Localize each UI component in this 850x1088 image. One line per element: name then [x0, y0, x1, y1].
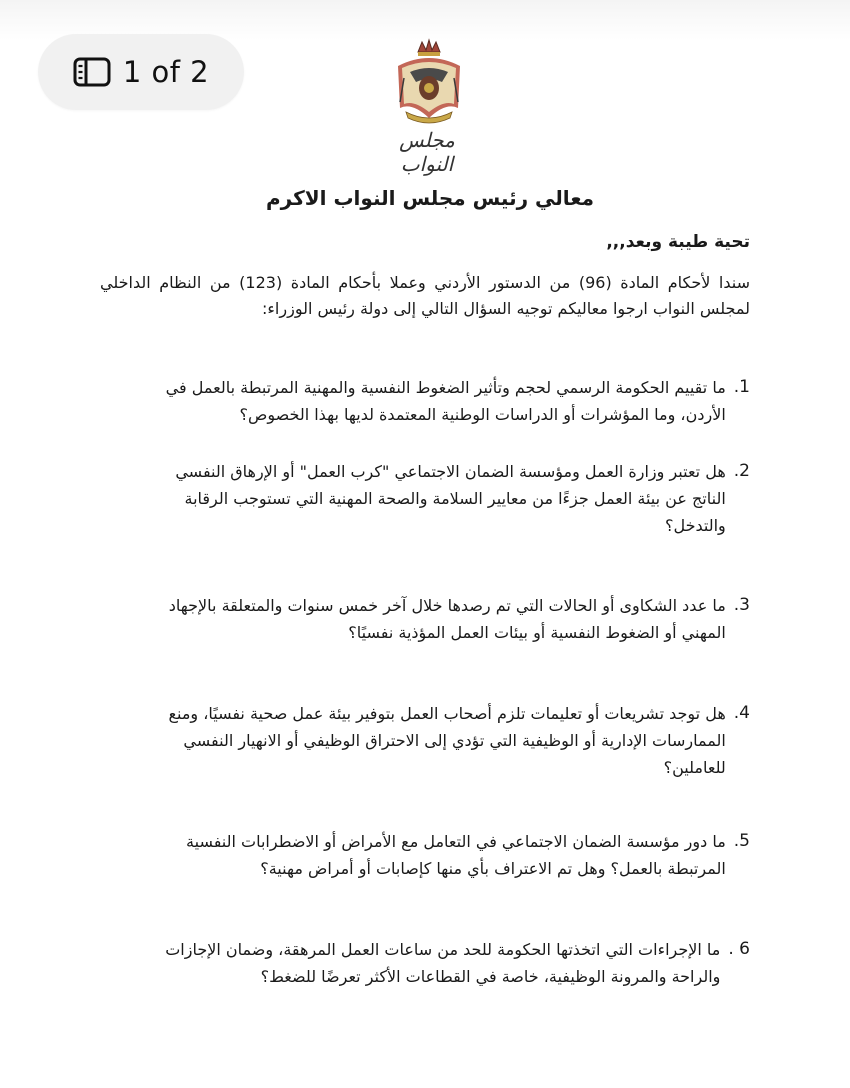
question-number: 2.: [733, 461, 750, 481]
recipient-heading: معالي رئيس مجلس النواب الاكرم: [266, 186, 594, 210]
question-text: هل توجد تشريعات أو تعليمات تلزم أصحاب العمل بتوفير بيئة عمل صحية نفسيًا، ومنع الممارسات الإدارية أو الوظيفية التي تؤدي إلى الاحتراق الوظيفي أو الانهيار النفسي للعاملين؟: [168, 704, 726, 777]
question-number: 4.: [733, 703, 750, 723]
page-layout-icon: [73, 57, 111, 87]
greeting: تحية طيبة وبعد,,,: [606, 232, 750, 252]
question-3: [150, 592, 750, 646]
coat-of-arms-icon: [388, 38, 470, 128]
question-number: 3.: [733, 595, 750, 615]
council-name: مجلس النواب: [399, 128, 455, 176]
page-indicator-text: 1 of 2: [122, 55, 210, 89]
question-number: 5.: [733, 831, 750, 851]
question-text: ما دور مؤسسة الضمان الاجتماعي في التعامل مع الأمراض أو الاضطرابات النفسية المرتبطة بالعمل؟ وهل تم الاعتراف بأي منها كإصابات أو أمراض مهنية؟: [186, 832, 726, 878]
question-4: [130, 700, 750, 781]
question-text: ما الإجراءات التي اتخذتها الحكومة للحد من ساعات العمل المرهقة، وضمان الإجازات والراحة والمرونة الوظيفية، خاصة في القطاعات الأكثر تعرضًا للضغط؟: [165, 940, 721, 986]
page-indicator: [38, 34, 244, 110]
question-1: [150, 374, 750, 428]
intro-paragraph: سندا لأحكام المادة (96) من الدستور الأردني وعملا بأحكام المادة (123) من النظام الداخلي لمجلس النواب ارجوا معاليكم توجيه السؤال التالي إلى دولة رئيس الوزراء:: [100, 273, 751, 318]
question-6: [150, 936, 750, 990]
question-text: ما تقييم الحكومة الرسمي لحجم وتأثير الضغوط النفسية والمهنية المرتبطة بالعمل في الأردن، وما المؤشرات أو الدراسات الوطنية المعتمدة لديها بهذا الخصوص؟: [165, 378, 726, 424]
question-text: هل تعتبر وزارة العمل ومؤسسة الضمان الاجتماعي "كرب العمل" أو الإرهاق النفسي الناتج عن بيئة العمل جزءًا من معايير السلامة والصحة المهنية التي تستوجب الرقابة والتدخل؟: [175, 462, 726, 535]
question-number: 1.: [733, 377, 750, 397]
question-number: 6 .: [728, 939, 750, 959]
question-text: ما عدد الشكاوى أو الحالات التي تم رصدها خلال آخر خمس سنوات والمتعلقة بالإجهاد المهني أو الضغوط النفسية أو بيئات العمل المؤذية نفسيًا؟: [168, 596, 726, 642]
question-5: [150, 828, 750, 882]
question-2: [150, 458, 750, 539]
